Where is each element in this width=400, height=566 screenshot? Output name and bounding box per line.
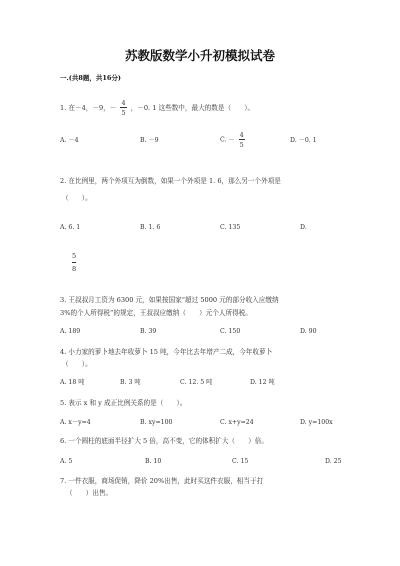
q3-line-1: 3. 王叔叔月工资为 6300 元，如果按国家“超过 5000 元的部分收入应缴纳 <box>60 296 279 304</box>
q1-option-d: D. －0. 1 <box>290 137 317 144</box>
q2-line-1: 2. 在比例里，两个外项互为倒数，如果一个外项是 1. 6，那么另一个外项是 <box>60 177 281 185</box>
q5-option-d: D. y=100x <box>300 419 333 426</box>
q5-line-1: 5. 表示 x 和 y 成正比例关系的是（ ）。 <box>60 399 187 407</box>
question-1 <box>60 100 254 116</box>
q4-option-b: B. 3 吨 <box>120 379 141 386</box>
q7-line-1: 7. 一件衣服，商场促销，降价 20%出售，此时买这件衣服，相当于打 <box>60 477 264 485</box>
q2-line-2: （ ）。 <box>62 194 92 202</box>
q3-option-b: B. 39 <box>140 328 157 335</box>
q3-line-2: 3%的个人所得税”的规定，王叔叔应缴纳（ ）元个人所得税。 <box>60 309 252 317</box>
q2-option-d-numerator: 5 <box>72 252 77 260</box>
q3-option-d: D. 90 <box>300 328 317 335</box>
q6-option-c: C. 15 <box>232 458 249 465</box>
q6-line-1: 6. 一个圆柱的底面半径扩大 5 倍，高不变，它的体积扩大（ ）倍。 <box>60 437 268 445</box>
q3-option-a: A. 189 <box>60 328 81 335</box>
q7-line-2: （ ）出售。 <box>66 489 113 497</box>
section-heading: 一.(共8题，共16分) <box>60 74 121 82</box>
q6-option-d: D. 25 <box>325 458 342 465</box>
q1-option-a: A. －4 <box>60 137 79 144</box>
q3-option-c: C. 150 <box>220 328 241 335</box>
q1-text-before: 1. 在－4，－9，－ <box>60 104 117 113</box>
q2-option-d-denominator: 8 <box>72 262 76 273</box>
q1-fraction-denominator: 5 <box>121 108 126 117</box>
page-title: 苏教版数学小升初模拟试卷 <box>124 48 275 63</box>
q5-option-b: B. xy=100 <box>140 419 173 426</box>
q1-option-c-denominator: 5 <box>239 140 244 149</box>
q1-fraction-numerator: 4 <box>121 99 126 107</box>
q4-option-a: A. 18 吨 <box>60 379 85 386</box>
q1-fraction <box>120 100 126 116</box>
q1-option-c <box>220 132 245 148</box>
q4-line-2: （ ）。 <box>62 360 92 368</box>
q5-option-a: A. x－y=4 <box>60 419 91 426</box>
q6-option-a: A. 5 <box>60 458 73 465</box>
q2-option-a: A. 6. 1 <box>60 224 81 231</box>
q6-option-b: B. 10 <box>145 458 162 465</box>
q4-option-c: C. 12. 5 吨 <box>180 379 213 386</box>
q1-option-c-fraction <box>239 132 245 148</box>
q2-option-d: D. <box>300 224 307 231</box>
q1-text-after: ，－0. 1 这些数中，最大的数是（ ）。 <box>130 104 255 113</box>
q1-option-c-prefix: C. － <box>220 136 235 144</box>
q1-option-c-numerator: 4 <box>239 131 244 139</box>
q4-line-1: 4. 小力家的萝卜地去年收萝卜 15 吨，今年比去年增产二成，今年收萝卜 <box>60 348 273 356</box>
q4-option-d: D. 12 吨 <box>250 379 275 386</box>
q1-option-b: B. －9 <box>140 137 159 144</box>
q2-option-d-fraction <box>72 252 76 273</box>
q2-option-b: B. 1. 6 <box>140 224 161 231</box>
q2-option-c: C. 135 <box>220 224 241 231</box>
q5-option-c: C. x+y=24 <box>220 419 254 426</box>
